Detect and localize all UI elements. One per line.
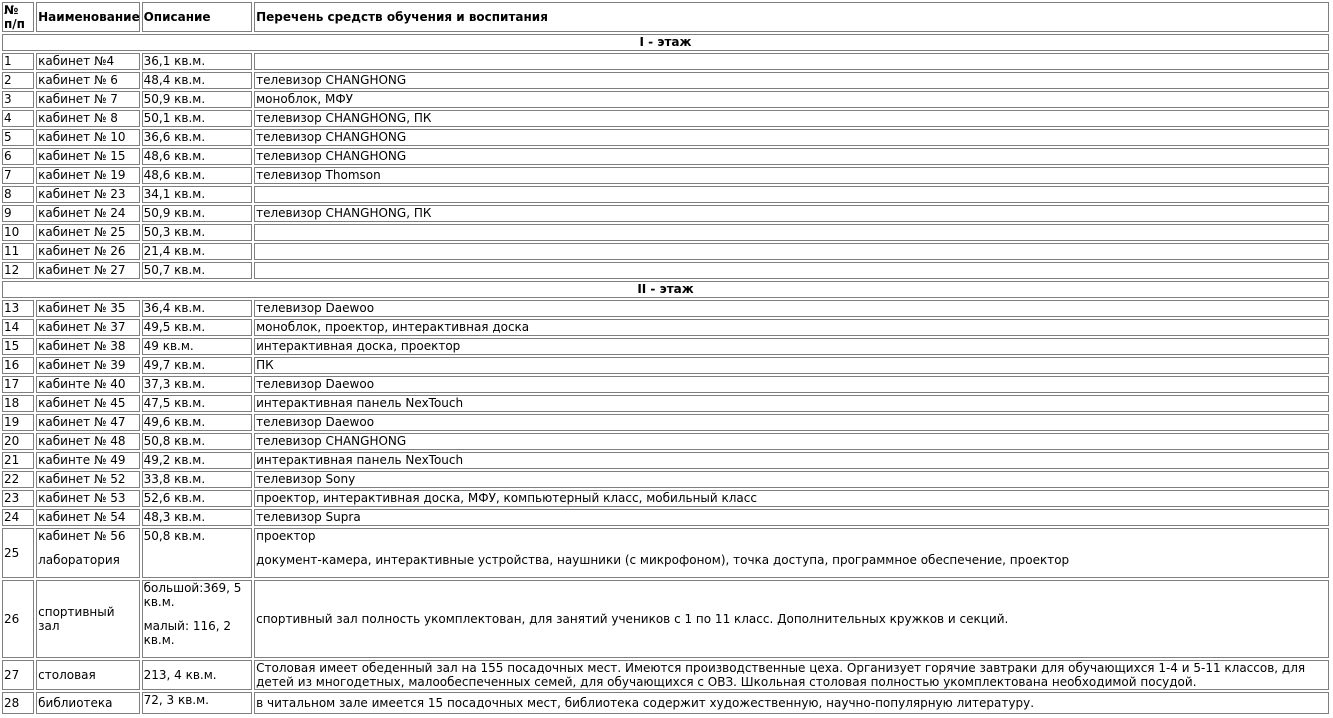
- room-area: 49,6 кв.м.: [142, 414, 253, 431]
- table-row: [2, 414, 1329, 431]
- equipment-list: телевизор CHANGHONG: [254, 72, 1329, 89]
- row-num: 27: [2, 660, 34, 690]
- room-area: 50,9 кв.м.: [142, 91, 253, 108]
- table-row: [2, 452, 1329, 469]
- floor-title: II - этаж: [2, 281, 1329, 298]
- row-num: 18: [2, 395, 34, 412]
- room-name: кабинет № 53: [36, 490, 139, 507]
- table-row: [2, 692, 1329, 714]
- room-area: 34,1 кв.м.: [142, 186, 253, 203]
- room-area: 50,8 кв.м.: [142, 433, 253, 450]
- table-row: [2, 338, 1329, 355]
- equipment-list: телевизор CHANGHONG, ПК: [254, 205, 1329, 222]
- equipment-list: телевизор Daewoo: [254, 300, 1329, 317]
- room-name: кабинет № 10: [36, 129, 139, 146]
- table-row: [2, 528, 1329, 578]
- table-row: [2, 660, 1329, 690]
- table-row: [2, 580, 1329, 658]
- row-num: 25: [2, 528, 34, 578]
- row-num: 22: [2, 471, 34, 488]
- floor-row-2: [2, 281, 1329, 298]
- equipment-list: телевизор Thomson: [254, 167, 1329, 184]
- row-num: 13: [2, 300, 34, 317]
- table-row: [2, 53, 1329, 70]
- row-num: 1: [2, 53, 34, 70]
- equipment-list: телевизор Daewoo: [254, 414, 1329, 431]
- room-name: кабинте № 49: [36, 452, 139, 469]
- row-num: 19: [2, 414, 34, 431]
- row-num: 16: [2, 357, 34, 374]
- room-name: столовая: [36, 660, 139, 690]
- room-name: кабинет № 26: [36, 243, 139, 260]
- table-row: [2, 91, 1329, 108]
- row-num: 21: [2, 452, 34, 469]
- table-row: [2, 224, 1329, 241]
- room-area: 48,3 кв.м.: [142, 509, 253, 526]
- room-name: спортивный зал: [36, 580, 139, 658]
- header-num: № п/п: [2, 2, 34, 32]
- room-area: 47,5 кв.м.: [142, 395, 253, 412]
- table-row: [2, 433, 1329, 450]
- room-area: 72, 3 кв.м.: [142, 692, 253, 714]
- table-row: [2, 509, 1329, 526]
- equipment-list: [254, 528, 1329, 578]
- room-area: 36,4 кв.м.: [142, 300, 253, 317]
- row-num: 11: [2, 243, 34, 260]
- room-name: кабинет № 39: [36, 357, 139, 374]
- room-name: кабинет № 24: [36, 205, 139, 222]
- equipment-list: телевизор Sony: [254, 471, 1329, 488]
- room-name: кабинет № 27: [36, 262, 139, 279]
- room-area: 37,3 кв.м.: [142, 376, 253, 393]
- equipment-list: Столовая имеет обеденный зал на 155 посадочных мест. Имеются производственные цеха. Организует горячие завтраки для обучающихся 1-4 и 5-11 классов, для детей из многодетных, малообеспеченных семей, для обучающихся с ОВЗ. Школьная столовая полностью укомплектована необходимой посудой.: [254, 660, 1329, 690]
- room-name: кабинет № 6: [36, 72, 139, 89]
- room-name: кабинет № 19: [36, 167, 139, 184]
- room-area: 50,1 кв.м.: [142, 110, 253, 127]
- header-name: Наименование: [36, 2, 139, 32]
- room-area: 50,8 кв.м.: [142, 528, 253, 578]
- table-row: [2, 376, 1329, 393]
- equipment-list: интерактивная панель NexTouch: [254, 395, 1329, 412]
- table-row: [2, 243, 1329, 260]
- area-line: большой:369, 5 кв.м.: [143, 581, 242, 609]
- room-name: кабинет № 15: [36, 148, 139, 165]
- equipment-list: моноблок, проектор, интерактивная доска: [254, 319, 1329, 336]
- room-name: кабинет № 38: [36, 338, 139, 355]
- equipment-line: документ-камера, интерактивные устройства, наушники (с микрофоном), точка доступа, программное обеспечение, проектор: [256, 553, 1070, 567]
- equipment-list: телевизор CHANGHONG, ПК: [254, 110, 1329, 127]
- row-num: 7: [2, 167, 34, 184]
- equipment-list: телевизор Daewoo: [254, 376, 1329, 393]
- room-name: кабинте № 40: [36, 376, 139, 393]
- table-row: [2, 395, 1329, 412]
- row-num: 3: [2, 91, 34, 108]
- table-row: [2, 471, 1329, 488]
- room-name: кабинет № 52: [36, 471, 139, 488]
- table-row: [2, 490, 1329, 507]
- table-row: [2, 72, 1329, 89]
- room-area: 49 кв.м.: [142, 338, 253, 355]
- room-area: 52,6 кв.м.: [142, 490, 253, 507]
- table-row: [2, 186, 1329, 203]
- table-row: [2, 357, 1329, 374]
- equipment-list: в читальном зале имеется 15 посадочных мест, библиотека содержит художественную, научно-популярную литературу.: [254, 692, 1329, 714]
- room-area: 36,1 кв.м.: [142, 53, 253, 70]
- equipment-line: проектор: [256, 529, 316, 543]
- room-area: 48,6 кв.м.: [142, 148, 253, 165]
- equipment-list: [254, 186, 1329, 203]
- row-num: 15: [2, 338, 34, 355]
- header-row: [2, 2, 1329, 32]
- room-area: 50,9 кв.м.: [142, 205, 253, 222]
- row-num: 24: [2, 509, 34, 526]
- room-area: 49,7 кв.м.: [142, 357, 253, 374]
- row-num: 23: [2, 490, 34, 507]
- floor-title: I - этаж: [2, 34, 1329, 51]
- row-num: 2: [2, 72, 34, 89]
- table-row: [2, 262, 1329, 279]
- equipment-list: [254, 243, 1329, 260]
- equipment-list: интерактивная доска, проектор: [254, 338, 1329, 355]
- equipment-list: телевизор Supra: [254, 509, 1329, 526]
- table-row: [2, 319, 1329, 336]
- room-name: кабинет № 23: [36, 186, 139, 203]
- equipment-list: [254, 53, 1329, 70]
- room-name: кабинет № 47: [36, 414, 139, 431]
- row-num: 17: [2, 376, 34, 393]
- row-num: 4: [2, 110, 34, 127]
- room-name-line: кабинет № 56: [38, 529, 126, 543]
- equipment-list: моноблок, МФУ: [254, 91, 1329, 108]
- room-name: кабинет № 7: [36, 91, 139, 108]
- room-name-line: лаборатория: [38, 553, 120, 567]
- room-name: библиотека: [36, 692, 139, 714]
- floor-row-1: [2, 34, 1329, 51]
- room-name: [36, 528, 139, 578]
- room-area: 33,8 кв.м.: [142, 471, 253, 488]
- row-num: 12: [2, 262, 34, 279]
- equipment-list: [254, 262, 1329, 279]
- row-num: 20: [2, 433, 34, 450]
- room-name: кабинет № 45: [36, 395, 139, 412]
- table-row: [2, 110, 1329, 127]
- room-name: кабинет № 54: [36, 509, 139, 526]
- room-area: 36,6 кв.м.: [142, 129, 253, 146]
- table-row: [2, 205, 1329, 222]
- room-name: кабинет № 48: [36, 433, 139, 450]
- room-area: 49,5 кв.м.: [142, 319, 253, 336]
- header-equipment: Перечень средств обучения и воспитания: [254, 2, 1329, 32]
- table-row: [2, 300, 1329, 317]
- room-area: 48,6 кв.м.: [142, 167, 253, 184]
- row-num: 5: [2, 129, 34, 146]
- table-row: [2, 129, 1329, 146]
- equipment-list: проектор, интерактивная доска, МФУ, компьютерный класс, мобильный класс: [254, 490, 1329, 507]
- row-num: 6: [2, 148, 34, 165]
- row-num: 26: [2, 580, 34, 658]
- equipment-list: [254, 224, 1329, 241]
- room-area: 48,4 кв.м.: [142, 72, 253, 89]
- room-name: кабинет №4: [36, 53, 139, 70]
- room-name: кабинет № 35: [36, 300, 139, 317]
- equipment-list: спортивный зал полность укомплектован, для занятий учеников с 1 по 11 класс. Дополнительных кружков и секций.: [254, 580, 1329, 658]
- table-row: [2, 148, 1329, 165]
- room-area: 49,2 кв.м.: [142, 452, 253, 469]
- header-desc: Описание: [142, 2, 253, 32]
- room-area: 21,4 кв.м.: [142, 243, 253, 260]
- row-num: 28: [2, 692, 34, 714]
- equipment-list: телевизор CHANGHONG: [254, 129, 1329, 146]
- equipment-list: ПК: [254, 357, 1329, 374]
- room-area: 50,3 кв.м.: [142, 224, 253, 241]
- room-area: [142, 580, 253, 658]
- row-num: 14: [2, 319, 34, 336]
- equipment-list: телевизор CHANGHONG: [254, 433, 1329, 450]
- equipment-list: интерактивная панель NexTouch: [254, 452, 1329, 469]
- row-num: 10: [2, 224, 34, 241]
- table-row: [2, 167, 1329, 184]
- room-area: 50,7 кв.м.: [142, 262, 253, 279]
- room-name: кабинет № 25: [36, 224, 139, 241]
- room-name: кабинет № 8: [36, 110, 139, 127]
- row-num: 9: [2, 205, 34, 222]
- equipment-list: телевизор CHANGHONG: [254, 148, 1329, 165]
- area-line: малый: 116, 2 кв.м.: [143, 619, 231, 647]
- room-name: кабинет № 37: [36, 319, 139, 336]
- room-area: 213, 4 кв.м.: [142, 660, 253, 690]
- row-num: 8: [2, 186, 34, 203]
